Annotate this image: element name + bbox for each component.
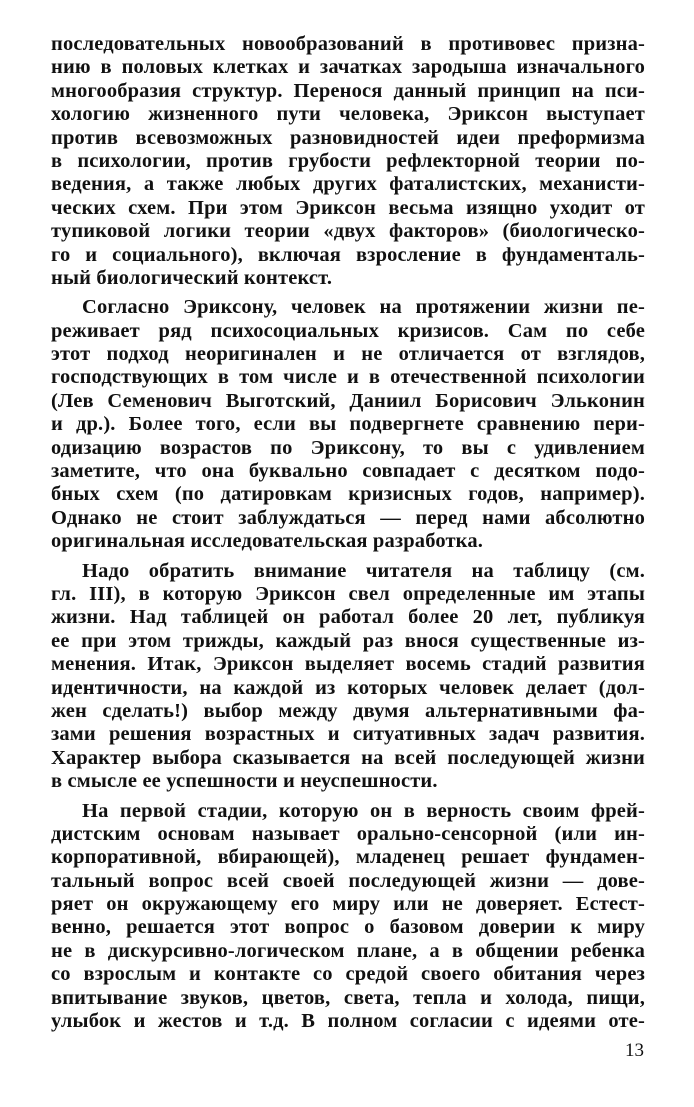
text-line: жен сделать!) выбор между двумя альтернативными фа- (51, 699, 645, 722)
text-line: многообразия структур. Перенося данный принцип на пси- (51, 79, 645, 102)
paragraph-4 (51, 800, 645, 1034)
text-line: и др.). Более того, если вы подвергнете сравнению пери- (51, 413, 645, 436)
text-line: го и социального), включая взросление в фундаменталь- (51, 243, 645, 266)
text-line: гл. III), в которую Эриксон свел определенные им этапы (51, 582, 645, 605)
paragraph-1 (51, 33, 645, 290)
paragraph-2 (51, 296, 645, 553)
text-line: тальный вопрос всей своей последующей жизни — дове- (51, 869, 645, 892)
text-line: Надо обратить внимание читателя на таблицу (см. (82, 559, 645, 582)
text-line: идентичности, на каждой из которых человек делает (дол- (51, 676, 645, 699)
text-line: Характер выбора сказывается на всей последующей жизни (51, 746, 645, 769)
text-line: венно, решается этот вопрос о базовом доверии к миру (51, 916, 645, 939)
text-line: оригинальная исследовательская разработка. (51, 530, 484, 553)
paragraph-3 (51, 560, 645, 794)
text-line: ческих схем. При этом Эриксон весьма изящно уходит от (51, 196, 645, 219)
text-line: корпоративной, вбирающей), младенец решает фундамен- (51, 846, 645, 869)
text-line: дистским основам называет орально-сенсорной (или ин- (51, 822, 645, 845)
text-line: бных схем (по датировкам кризисных годов, например). (51, 483, 645, 506)
text-line: последовательных новообразований в противовес призна- (51, 33, 645, 55)
text-line: ведения, а также любых других фаталистских, механисти- (51, 173, 645, 196)
text-line: впитывание звуков, цветов, света, тепла и холода, пищи, (51, 986, 645, 1009)
text-line: нию в половых клетках и зачатках зародыша изначального (51, 56, 645, 79)
text-line: ный биологический контекст. (51, 266, 333, 289)
text-line: не в дискурсивно-логическом плане, а в общении ребенка (51, 939, 645, 962)
page-body (51, 33, 645, 1033)
text-line: заметите, что она буквально совпадает с десятком подо- (51, 460, 645, 483)
text-line: этот подход неоригинален и не отличается от взглядов, (51, 343, 645, 366)
text-line: со взрослым и контакте со средой своего обитания через (51, 963, 645, 986)
text-line: Однако не стоит заблуждаться — перед нами абсолютно (51, 506, 645, 529)
text-line: одизацию возрастов по Эриксону, то вы с удивлением (51, 436, 645, 459)
text-line: ряет он окружающему его миру или не доверяет. Естест- (51, 893, 645, 916)
text-line: реживает ряд психосоциальных кризисов. Сам по себе (51, 319, 645, 342)
text-line: ее при этом трижды, каждый раз внося существенные из- (51, 629, 645, 652)
text-line: зами решения возрастных и ситуативных задач развития. (51, 723, 645, 746)
text-line: Согласно Эриксону, человек на протяжении жизни пе- (82, 296, 645, 319)
text-line: (Лев Семенович Выготский, Даниил Борисович Эльконин (51, 389, 645, 412)
page-number: 13 (625, 1040, 644, 1061)
text-line: тупиковой логики теории «двух факторов» (биологическо- (51, 220, 645, 243)
text-line: в психологии, против грубости рефлекторной теории по- (51, 149, 645, 172)
text-line: менения. Итак, Эриксон выделяет восемь стадий развития (51, 653, 645, 676)
text-line: На первой стадии, которую он в верность своим фрей- (82, 799, 645, 822)
text-line: улыбок и жестов и т.д. В полном согласии с идеями оте- (51, 1010, 645, 1033)
text-line: против всевозможных разновидностей идеи преформизма (51, 126, 645, 149)
text-line: хологию жизненного пути человека, Эриксон выступает (51, 103, 645, 126)
text-line: господствующих в том числе и в отечественной психологии (51, 366, 645, 389)
text-line: в смысле ее успешности и неуспешности. (51, 770, 438, 793)
text-line: жизни. Над таблицей он работал более 20 лет, публикуя (51, 606, 645, 629)
